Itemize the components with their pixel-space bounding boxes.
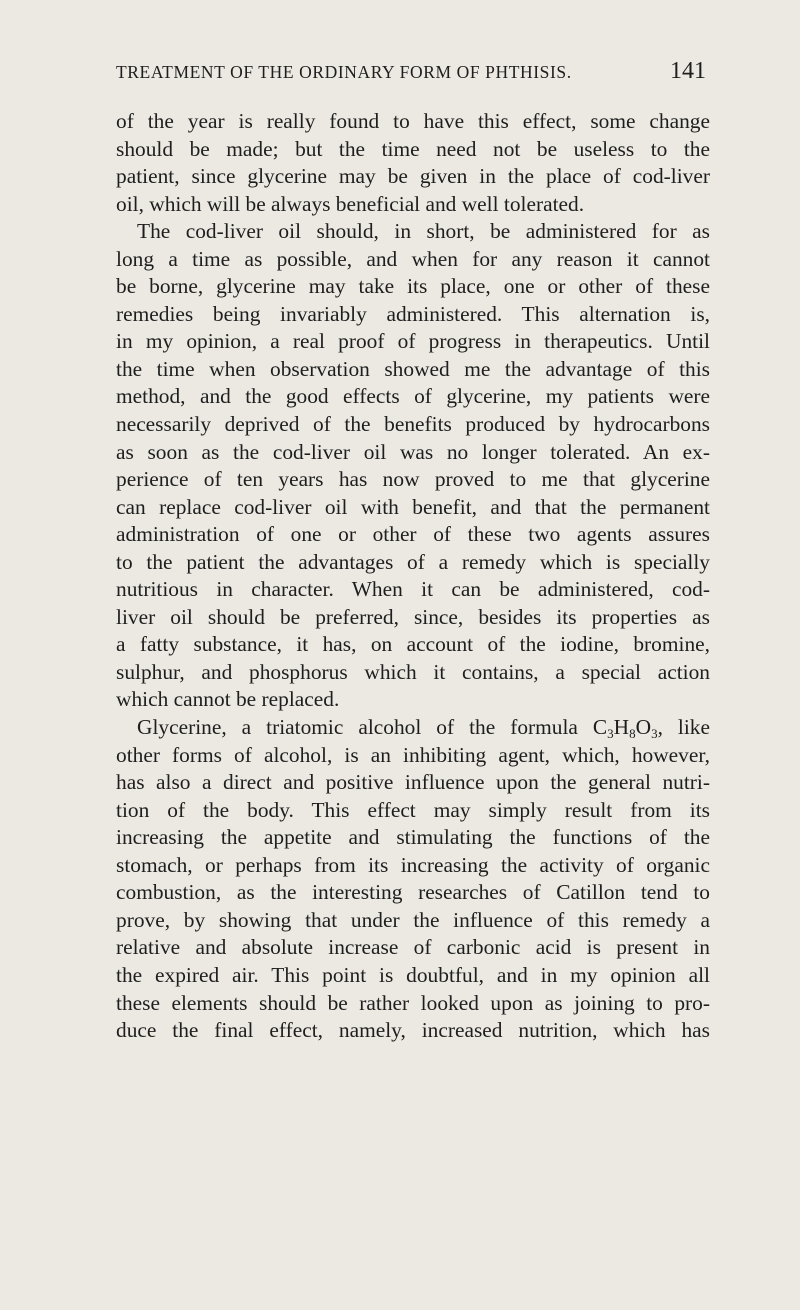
text-line: should be made; but the time need not be useless to the (116, 136, 710, 161)
text-line: increasing the appetite and stimulating the functions of the (116, 825, 710, 850)
running-head: TREATMENT OF THE ORDINARY FORM OF PHTHISIS. (116, 62, 572, 82)
formula-text-before: Glycerine, a triatomic alcohol of the formula C (137, 715, 608, 740)
text-line: in my opinion, a real proof of progress in therapeutics. Until (116, 329, 710, 354)
text-line: necessarily deprived of the benefits produced by hydrocarbons (116, 412, 710, 437)
text-line: relative and absolute increase of carbonic acid is present in (116, 935, 710, 960)
text-line: patient, since glycerine may be given in the place of cod-liver (116, 164, 710, 189)
text-line: the time when observation showed me the advantage of this (116, 356, 710, 381)
text-line: to the patient the advantages of a remedy which is specially (116, 549, 710, 574)
formula-subscript: 3 (651, 726, 658, 742)
text-line: combustion, as the interesting researches of Catillon tend to (116, 880, 710, 905)
formula-element: H (613, 715, 630, 740)
text-line: remedies being invariably administered. This alternation is, (116, 301, 710, 326)
text-line: the expired air. This point is doubtful, and in my opinion all (116, 962, 710, 987)
formula-line (116, 714, 710, 742)
text-line: which cannot be replaced. (116, 687, 340, 712)
text-line: can replace cod-liver oil with benefit, and that the permanent (116, 494, 710, 519)
body-text (116, 108, 710, 1045)
formula-text-after: , like (657, 715, 710, 740)
text-line: liver oil should be preferred, since, besides its properties as (116, 604, 710, 629)
page-header (116, 58, 706, 92)
paragraph-3 (116, 714, 710, 1045)
text-line: administration of one or other of these two agents assures (116, 522, 710, 547)
text-line: other forms of alcohol, is an inhibiting agent, which, however, (116, 742, 710, 767)
text-line: nutritious in character. When it can be administered, cod- (116, 577, 710, 602)
formula-element: O (635, 715, 652, 740)
text-line: be borne, glycerine may take its place, one or other of these (116, 274, 710, 299)
paragraph-1 (116, 108, 710, 218)
formula-subscript: 3 (607, 726, 614, 742)
text-line: duce the final effect, namely, increased nutrition, which has (116, 1018, 710, 1043)
formula-subscript: 8 (629, 726, 636, 742)
text-line: The cod-liver oil should, in short, be administered for as (137, 219, 710, 244)
text-line: stomach, or perhaps from its increasing the activity of organic (116, 852, 710, 877)
text-line: has also a direct and positive influence upon the general nutri- (116, 770, 710, 795)
text-line: these elements should be rather looked upon as joining to pro- (116, 990, 710, 1015)
paragraph-2 (116, 218, 710, 714)
text-line: tion of the body. This effect may simply result from its (116, 797, 710, 822)
text-line: method, and the good effects of glycerine, my patients were (116, 384, 710, 409)
text-line: long a time as possible, and when for any reason it cannot (116, 246, 710, 271)
text-line: oil, which will be always beneficial and well tolerated. (116, 191, 585, 216)
text-line: prove, by showing that under the influence of this remedy a (116, 907, 710, 932)
text-line: of the year is really found to have this effect, some change (116, 109, 710, 133)
page-number: 141 (670, 58, 706, 84)
text-line: a fatty substance, it has, on account of the iodine, bromine, (116, 632, 710, 657)
text-line: perience of ten years has now proved to me that glycerine (116, 467, 710, 492)
text-line: sulphur, and phosphorus which it contains, a special action (116, 659, 710, 684)
text-line: as soon as the cod-liver oil was no longer tolerated. An ex- (116, 439, 710, 464)
